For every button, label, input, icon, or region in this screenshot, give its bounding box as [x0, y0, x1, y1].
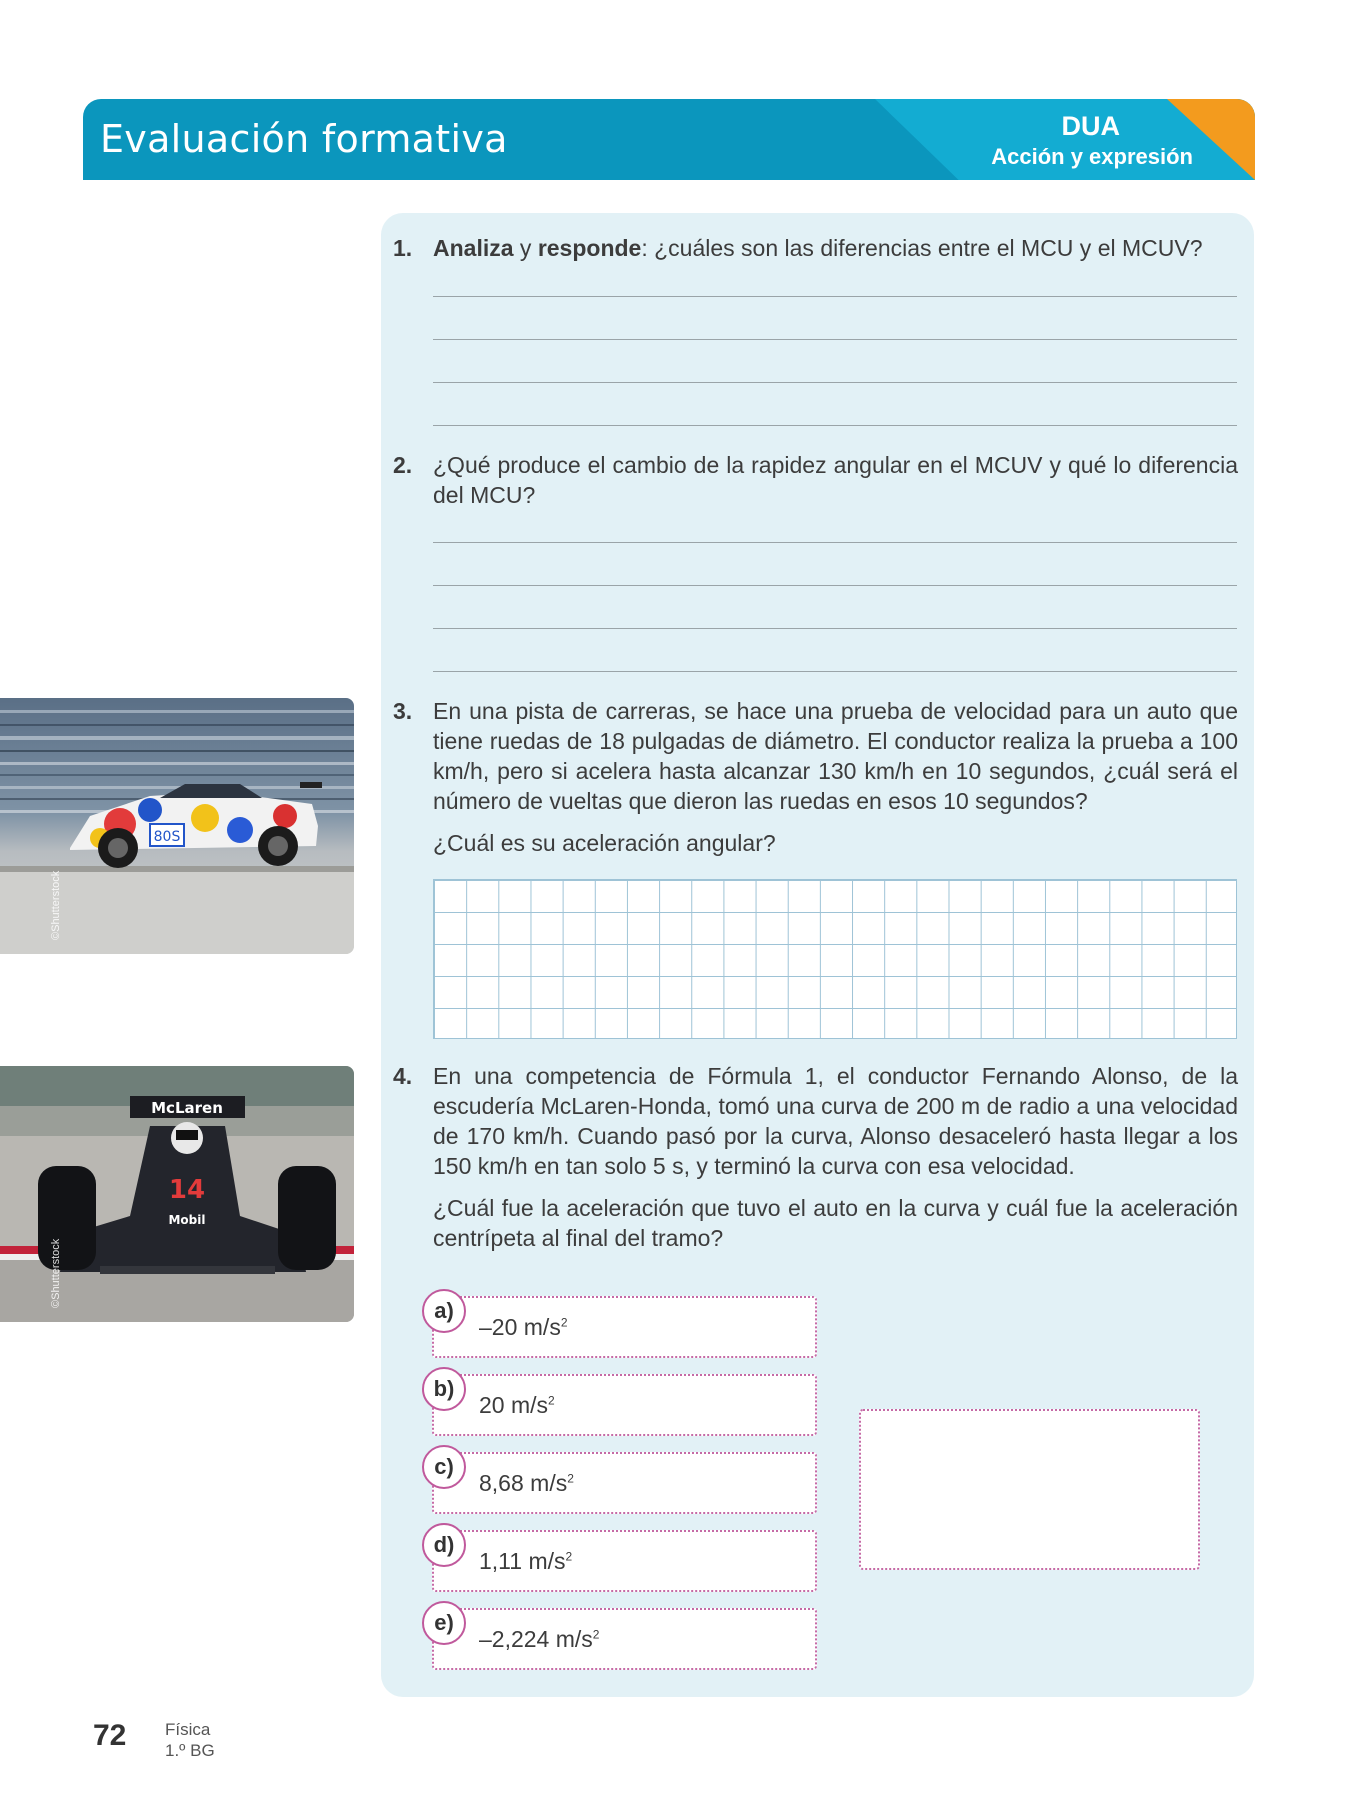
instruction-bold: Analiza [433, 235, 514, 261]
option-letter: d) [422, 1523, 466, 1567]
car-sponsor-label: Mobil [168, 1213, 206, 1227]
answer-line[interactable] [433, 628, 1237, 629]
section-header [83, 99, 1255, 180]
question-number: 2. [393, 452, 413, 478]
question-2 [393, 450, 1238, 510]
question-text: En una competencia de Fórmula 1, el conductor Fernando Alonso, de la escudería McLaren-Honda, tomó una curva de 200 m de radio a una velocidad de 170 km/h. Cuando pasó por la curva, Alonso desaceleró hasta llegar a los 150 km/h en tan solo 5 s, y terminó la curva con esa velocidad. [433, 1063, 1238, 1179]
photo-credit: ©Shutterstock [50, 1238, 62, 1308]
answer-line[interactable] [433, 671, 1237, 672]
question-text: ¿Qué produce el cambio de la rapidez angular en el MCUV y qué lo diferencia del MCU? [433, 452, 1238, 508]
question-text: y [513, 235, 538, 261]
car-number-label: 14 [168, 1175, 206, 1205]
photo-credit: ©Shutterstock [50, 870, 62, 940]
car-number-label: 80S [153, 829, 181, 845]
question-3 [393, 696, 1238, 858]
answer-line[interactable] [433, 585, 1237, 586]
question-text: : ¿cuáles son las diferencias entre el MCU y el MCUV? [641, 235, 1203, 261]
answer-box[interactable] [859, 1409, 1200, 1570]
option-letter: e) [422, 1601, 466, 1645]
question-number: 1. [393, 235, 413, 261]
footer-subject: Física [165, 1720, 211, 1739]
answer-line[interactable] [433, 296, 1237, 297]
option-letter: a) [422, 1289, 466, 1333]
f1-car-photo [0, 1066, 354, 1322]
subquestion-text: ¿Cuál fue la aceleración que tuvo el auto en la curva y cuál fue la aceleración centrípeta al final del tramo? [433, 1195, 1238, 1251]
option-letter: c) [422, 1445, 466, 1489]
option-value: –20 $m/s^2$ [479, 1314, 568, 1340]
instruction-bold: responde [537, 235, 642, 261]
footer-grade: 1.º BG [165, 1741, 215, 1760]
race-car-photo [0, 698, 354, 954]
answer-line[interactable] [433, 382, 1237, 383]
question-4 [393, 1061, 1238, 1253]
option-letter: b) [422, 1367, 466, 1411]
option-e[interactable] [432, 1608, 817, 1670]
subquestion-text: ¿Cuál es su aceleración angular? [433, 830, 776, 856]
option-value: 8,68 $m/s^2$ [479, 1470, 574, 1496]
option-value: –2,224 $m/s^2$ [479, 1626, 600, 1652]
answer-grid[interactable] [433, 879, 1237, 1039]
question-number: 4. [393, 1063, 413, 1089]
question-text: En una pista de carreras, se hace una prueba de velocidad para un auto que tiene ruedas de 18 pulgadas de diámetro. El conductor realiza la prueba a 100 km/h, pero si acelera hasta alcanzar 130 km/h en 10 segundos, ¿cuál será el número de vueltas que dieron las ruedas en esos 10 segundos? [433, 698, 1238, 814]
answer-line[interactable] [433, 542, 1237, 543]
answer-line[interactable] [433, 425, 1237, 426]
answer-line[interactable] [433, 339, 1237, 340]
option-value: 20 $m/s^2$ [479, 1392, 555, 1418]
option-c[interactable] [432, 1452, 817, 1514]
dua-subtitle: Acción y expresión [991, 144, 1193, 169]
car-brand-label: McLaren [151, 1099, 223, 1117]
section-title: Evaluación formativa [100, 117, 508, 161]
page-number: 72 [93, 1719, 127, 1752]
question-1 [393, 233, 1238, 263]
option-b[interactable] [432, 1374, 817, 1436]
dua-title: DUA [1061, 111, 1120, 141]
option-a[interactable] [432, 1296, 817, 1358]
question-number: 3. [393, 698, 413, 724]
option-d[interactable] [432, 1530, 817, 1592]
option-value: 1,11 $m/s^2$ [479, 1548, 573, 1574]
